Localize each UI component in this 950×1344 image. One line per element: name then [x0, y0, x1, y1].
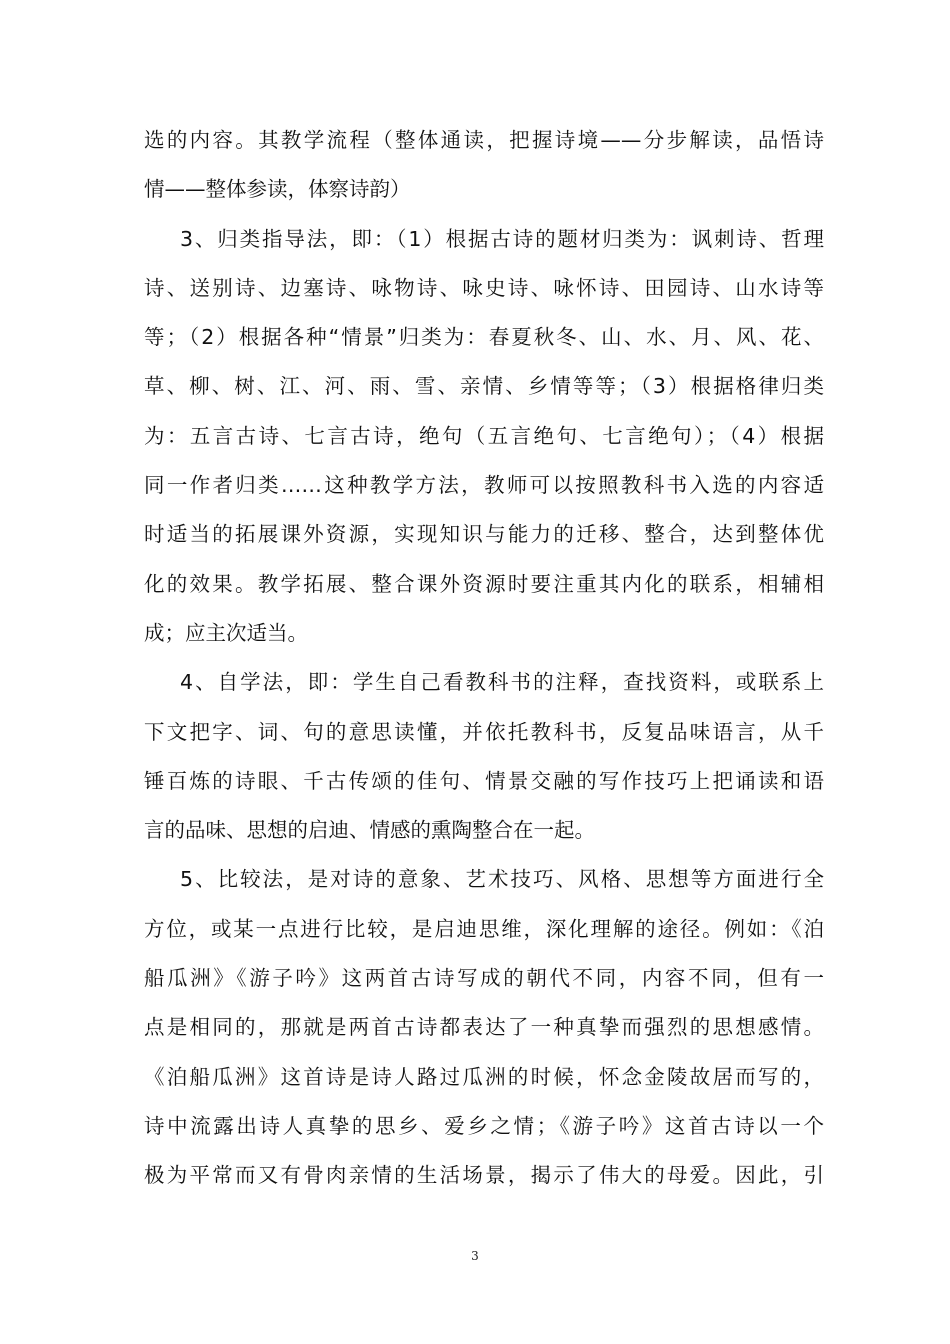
text-line: 锤百炼的诗眼、千古传颂的佳句、情景交融的写作技巧上把诵读和语 [144, 768, 824, 793]
text-line: 为：五言古诗、七言古诗，绝句（五言绝句、七言绝句）；（4）根据 [144, 423, 824, 448]
text-line: 诗中流露出诗人真挚的思乡、爱乡之情；《游子吟》这首古诗以一个 [144, 1113, 824, 1138]
text-line: 点是相同的，那就是两首古诗都表达了一种真挚而强烈的思想感情。 [144, 1015, 824, 1040]
paragraph-start-line: 3、归类指导法，即：（1）根据古诗的题材归类为：讽刺诗、哲理 [180, 226, 824, 251]
text-line: 等；（2）根据各种“情景”归类为：春夏秋冬、山、水、月、风、花、 [144, 325, 824, 350]
text-line: 下文把字、词、句的意思读懂，并依托教科书，反复品味语言，从千 [144, 719, 824, 744]
paragraph-start-line: 5、比较法，是对诗的意象、艺术技巧、风格、思想等方面进行全 [180, 867, 824, 892]
paragraph-start-line: 4、自学法，即：学生自己看教科书的注释，查找资料，或联系上 [180, 670, 824, 695]
text-line: 情——整体参读，体察诗韵） [144, 177, 411, 202]
text-line: 成；应主次适当。 [144, 620, 308, 645]
text-line: 选的内容。其教学流程（整体通读，把握诗境——分步解读，品悟诗 [144, 128, 824, 152]
text-line: 船瓜洲》《游子吟》这两首古诗写成的朝代不同，内容不同，但有一 [144, 966, 824, 991]
page-number: 3 [471, 1249, 479, 1263]
text-line: 草、柳、树、江、河、雨、雪、亲情、乡情等等；（3）根据格律归类 [144, 374, 824, 399]
text-line: 时适当的拓展课外资源，实现知识与能力的迁移、整合，达到整体优 [144, 522, 824, 547]
body-text [144, 116, 824, 1201]
text-line: 《泊船瓜洲》这首诗是诗人路过瓜洲的时候，怀念金陵故居而写的， [144, 1064, 824, 1089]
text-line: 言的品味、思想的启迪、情感的熏陶整合在一起。 [144, 818, 595, 843]
text-line: 诗、送别诗、边塞诗、咏物诗、咏史诗、咏怀诗、田园诗、山水诗等 [144, 275, 824, 300]
text-line: 同一作者归类……这种教学方法，教师可以按照教科书入选的内容适 [144, 473, 824, 498]
text-line: 极为平常而又有骨肉亲情的生活场景，揭示了伟大的母爱。因此，引 [144, 1163, 824, 1188]
text-line: 化的效果。教学拓展、整合课外资源时要注重其内化的联系，相辅相 [144, 571, 824, 596]
text-line: 方位，或某一点进行比较，是启迪思维，深化理解的途径。例如：《泊 [144, 916, 824, 941]
